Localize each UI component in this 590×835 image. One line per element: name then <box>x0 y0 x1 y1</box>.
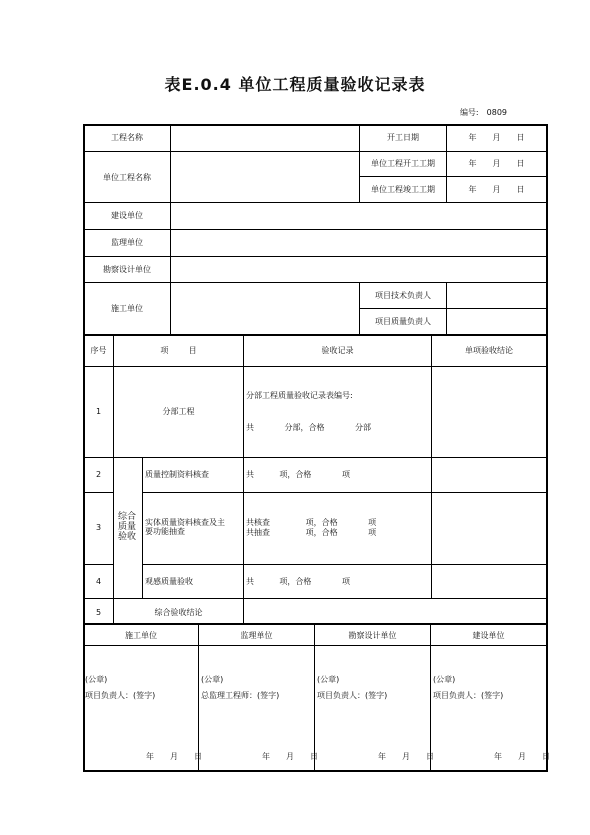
row3-item-line1: 实体质量资料核查及主 <box>145 518 225 527</box>
row2-no: 2 <box>95 470 102 479</box>
line <box>83 202 548 203</box>
sign-seal: (公章) <box>201 675 224 684</box>
line <box>314 623 315 771</box>
border-right <box>546 124 548 772</box>
line <box>83 645 548 646</box>
line <box>113 334 114 623</box>
date-day: 日 <box>516 159 525 168</box>
label-builder-unit: 施工单位 <box>111 304 143 313</box>
date-year: 年 <box>494 752 502 761</box>
row1-item: 分部工程 <box>162 407 195 416</box>
line <box>431 334 432 599</box>
line <box>243 334 244 623</box>
label-supervision-unit: 监理单位 <box>111 238 143 247</box>
col-header-seq: 序号 <box>90 346 107 355</box>
border-bottom <box>83 770 548 772</box>
line <box>359 176 548 177</box>
line <box>83 282 548 283</box>
sign-header-survey: 勘察设计单位 <box>348 631 397 640</box>
form-code-label: 编号: <box>459 108 479 117</box>
line <box>83 366 548 367</box>
form-code <box>452 107 507 118</box>
line <box>170 124 171 335</box>
border-top <box>83 124 548 126</box>
line <box>142 457 143 599</box>
line <box>83 457 548 458</box>
date-start <box>447 132 546 143</box>
sign-header-construction: 建设单位 <box>472 631 505 640</box>
label-unit-start: 单位工程开工工期 <box>371 159 435 168</box>
sign-seal: (公章) <box>85 675 108 684</box>
line <box>83 598 548 599</box>
sign-date <box>138 751 210 762</box>
row1-record-line2: 共 分部，合格 分部 <box>246 423 372 432</box>
sign-person: 项目负责人：(签字) <box>317 691 388 700</box>
col-header-item: 项 目 <box>160 346 197 355</box>
row4-item: 观感质量验收 <box>145 577 193 586</box>
line <box>359 308 548 309</box>
line <box>430 623 431 771</box>
line <box>83 623 548 625</box>
label-quality-lead: 项目质量负责人 <box>375 317 431 326</box>
col-header-record: 验收记录 <box>321 346 354 355</box>
sign-seal: (公章) <box>317 675 340 684</box>
date-unit-start <box>447 158 546 169</box>
col-header-conclusion: 单项验收结论 <box>465 346 513 355</box>
row3-item-line2: 要功能抽查 <box>145 527 185 536</box>
date-year: 年 <box>378 752 386 761</box>
row3-record-line2: 共抽查 项，合格 项 <box>246 528 377 537</box>
date-month: 月 <box>492 185 501 194</box>
date-year: 年 <box>468 133 477 142</box>
line <box>83 151 548 152</box>
date-month: 月 <box>286 752 294 761</box>
label-unit-project-name: 单位工程名称 <box>103 173 151 182</box>
date-year: 年 <box>146 752 154 761</box>
date-day: 日 <box>426 752 434 761</box>
label-project-name: 工程名称 <box>111 133 143 142</box>
date-month: 月 <box>492 159 501 168</box>
row4-record: 共 项，合格 项 <box>246 577 350 586</box>
row4-no: 4 <box>95 577 102 586</box>
date-year: 年 <box>468 159 477 168</box>
line <box>83 256 548 257</box>
row3-no: 3 <box>95 523 102 532</box>
sign-header-builder: 施工单位 <box>125 631 157 640</box>
line <box>142 564 548 565</box>
sign-date <box>254 751 326 762</box>
date-day: 日 <box>516 185 525 194</box>
form-title: 表E.0.4 单位工程质量验收记录表 <box>164 75 426 94</box>
sign-header-supervision: 监理单位 <box>240 631 273 640</box>
date-day: 日 <box>542 752 550 761</box>
date-day: 日 <box>310 752 318 761</box>
date-month: 月 <box>402 752 410 761</box>
row3-record-line1: 共核查 项，合格 项 <box>246 518 377 527</box>
line <box>198 623 199 771</box>
date-month: 月 <box>170 752 178 761</box>
group-label-comprehensive: 综合质量验收 <box>117 512 136 542</box>
row1-record-line1: 分部工程质量验收记录表编号: <box>246 391 353 400</box>
line <box>83 334 548 336</box>
date-month: 月 <box>492 133 501 142</box>
sign-date <box>486 751 558 762</box>
label-start-date: 开工日期 <box>387 133 419 142</box>
date-day: 日 <box>516 133 525 142</box>
row2-record: 共 项，合格 项 <box>246 470 350 479</box>
sign-person: 项目负责人：(签字) <box>433 691 504 700</box>
row5-item: 综合验收结论 <box>154 608 203 617</box>
line <box>446 282 447 335</box>
row5-no: 5 <box>95 608 102 617</box>
line <box>83 492 113 493</box>
sign-person: 总监理工程师：(签字) <box>201 691 280 700</box>
label-tech-lead: 项目技术负责人 <box>375 291 431 300</box>
line <box>83 564 113 565</box>
date-day: 日 <box>194 752 202 761</box>
date-year: 年 <box>262 752 270 761</box>
row1-no: 1 <box>95 407 102 416</box>
sign-seal: (公章) <box>433 675 456 684</box>
line <box>142 492 548 493</box>
date-year: 年 <box>468 185 477 194</box>
date-unit-finish <box>447 184 546 195</box>
label-survey-design-unit: 勘察设计单位 <box>103 265 151 274</box>
form-code-value: 0809 <box>486 108 507 117</box>
label-unit-finish: 单位工程竣工工期 <box>371 185 435 194</box>
row2-item: 质量控制资料核查 <box>145 470 209 479</box>
line <box>83 229 548 230</box>
sign-date <box>370 751 442 762</box>
label-construction-unit: 建设单位 <box>111 211 143 220</box>
sign-person: 项目负责人：(签字) <box>85 691 156 700</box>
date-month: 月 <box>518 752 526 761</box>
